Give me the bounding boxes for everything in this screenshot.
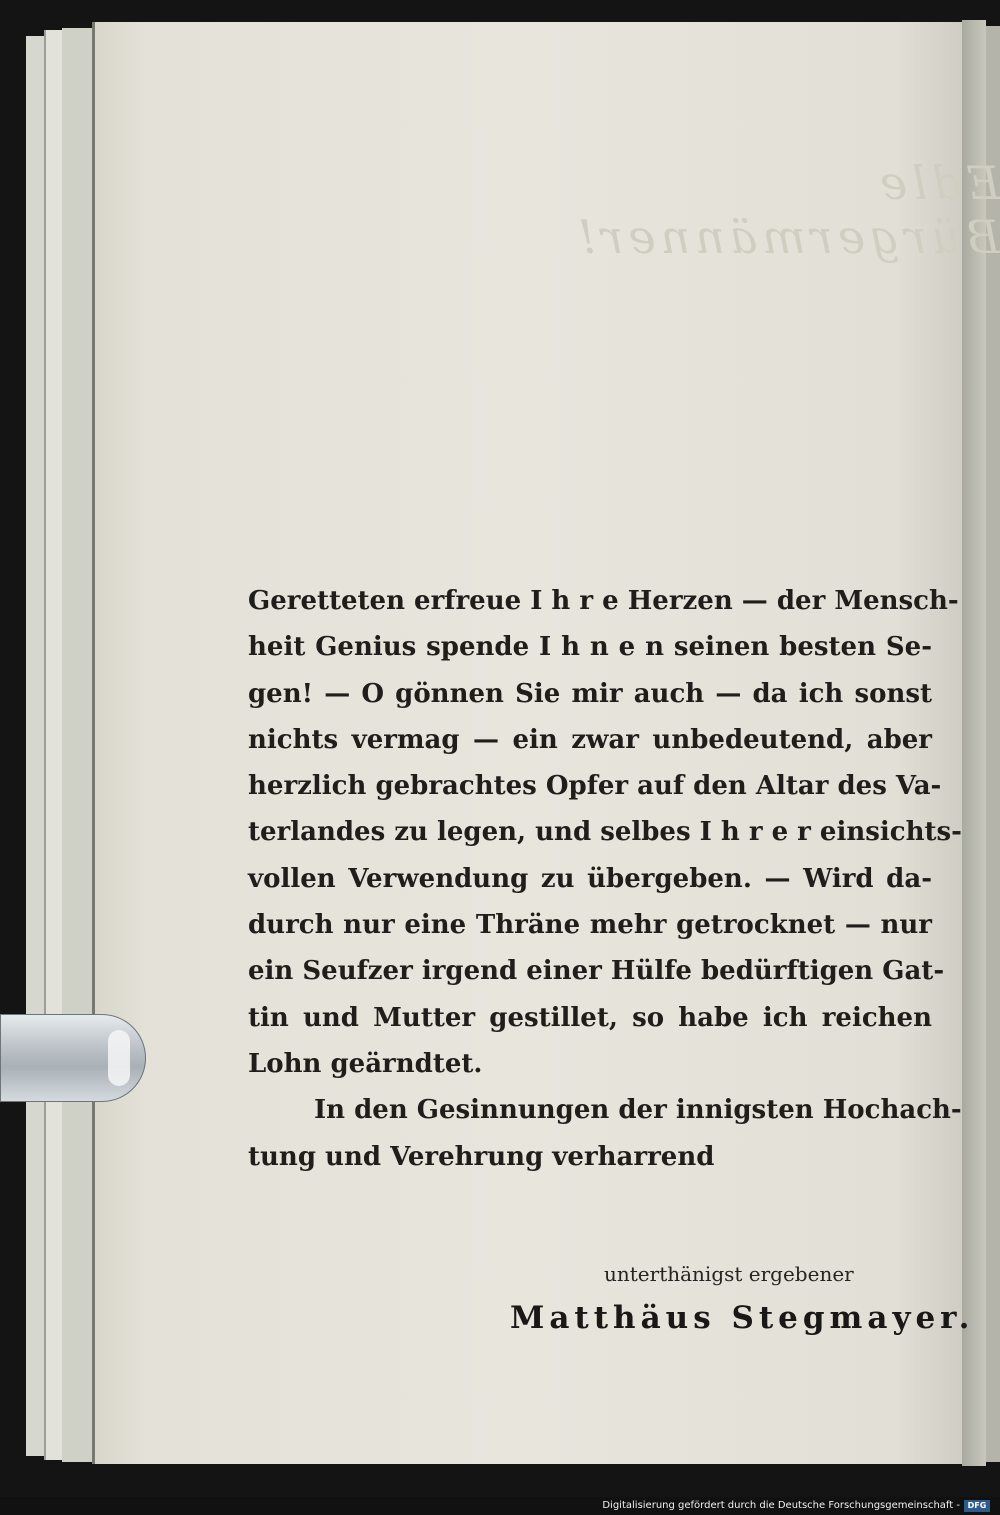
bleed-through-heading: Edle Bürgermänner! [572,156,1000,264]
closing-phrase: unterthänigst ergebener [604,1262,854,1286]
text-line: tin und Mutter gestillet, so habe ich reichen [248,1002,932,1033]
text-line: Lohn geärndtet. [248,1048,483,1079]
footer-credit: Digitalisierung gefördert durch die Deutsche Forschungsgemeinschaft - [602,1500,960,1511]
page-clip-highlight [108,1030,130,1086]
text-line: herzlich gebrachtes Opfer auf den Altar des Va- [248,771,942,802]
closing-paragraph-line: In den Gesinnungen der innigsten Hochach- [314,1095,962,1126]
text-line: gen! — O gönnen Sie mir auch — da ich sonst [248,678,932,709]
text-line: nichts vermag — ein zwar unbedeutend, aber [248,724,932,755]
text-line: Geretteten erfreue I h r e Herzen — der Mensch- [248,586,959,616]
text-line: heit Genius spende I h n e n seinen besten Se- [248,632,932,663]
letter-body [248,578,962,1180]
text-line: terlandes zu legen, und selbes I h r e r einsichts- [248,817,962,848]
closing-paragraph-line: tung und Verehrung verharrend [248,1141,715,1172]
text-line: vollen Verwendung zu übergeben. — Wird da- [248,863,932,894]
signature: Matthäus Stegmayer. [510,1300,975,1336]
dfg-logo-icon: DFG [964,1500,990,1512]
text-line: ein Seufzer irgend einer Hülfe bedürftigen Gat- [248,956,945,987]
text-line: durch nur eine Thräne mehr getrocknet — nur [248,910,932,941]
